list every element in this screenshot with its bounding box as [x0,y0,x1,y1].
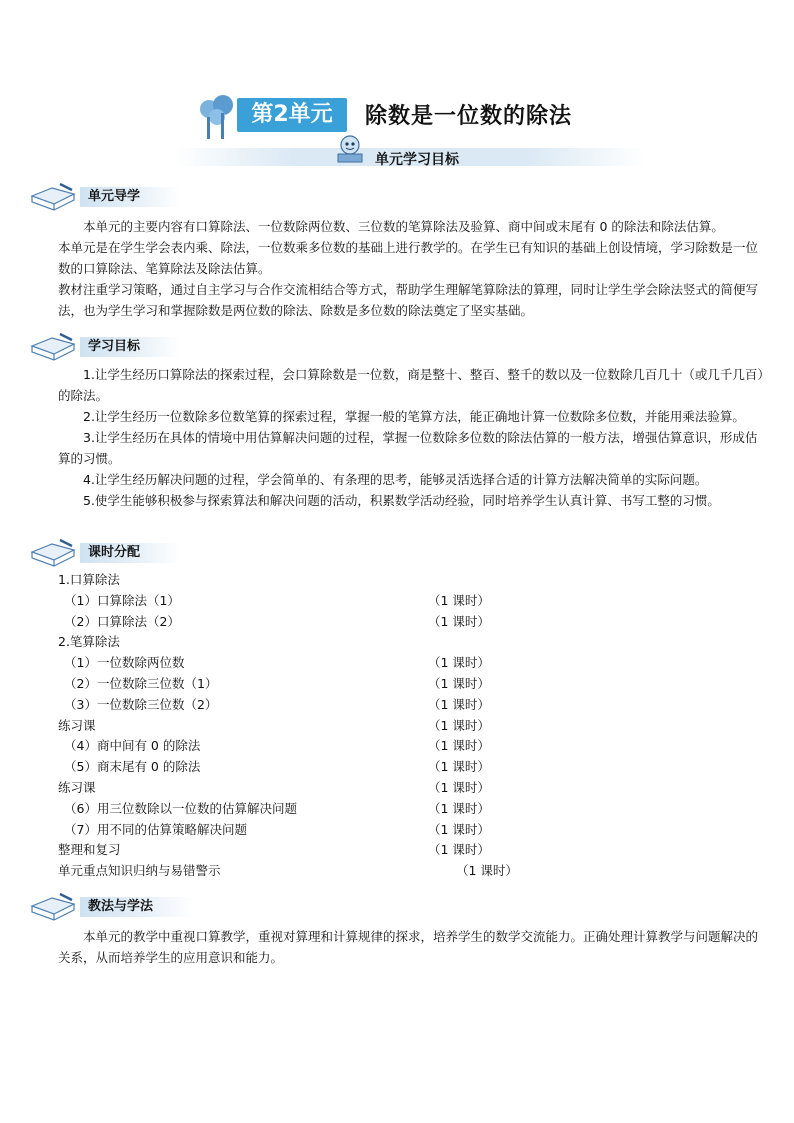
lesson-duration: （1 课时） [428,592,490,608]
lesson-duration: （1 课时） [428,821,490,837]
guide-paragraph: 本单元的主要内容有口算除法、一位数除两位数、三位数的笔算除法及验算、商中间或末尾有 0 的除法和除法估算。 [83,219,724,234]
schedule-row [58,757,758,778]
section-header-schedule [30,538,230,566]
schedule-row [58,632,758,653]
lesson-name: （1）口算除法（1） [64,592,180,608]
schedule-row [58,653,758,674]
schedule-row [58,778,758,799]
unit-number-badge: 第2单元 [237,98,347,132]
lesson-duration: （1 课时） [428,759,490,775]
schedule-row [58,861,758,882]
lesson-name: 单元重点知识归纳与易错警示 [58,863,221,879]
book-mascot-icon [335,132,365,166]
guide-text [58,216,764,321]
lesson-duration: （1 课时） [428,738,490,754]
guide-paragraph: 本单元是在学生学会表内乘、除法，一位数乘多位数的基础上进行教学的。在学生已有知识的基础上创设情境，学习除数是一位数的口算除法、笔算除法及除法估算。 [58,240,759,276]
lesson-name: （1）一位数除两位数 [64,655,185,671]
methods-text [58,926,764,968]
lesson-name: （4）商中间有 0 的除法 [64,738,201,754]
section-header-methods [30,892,230,920]
lesson-duration: （1 课时） [428,779,490,795]
lesson-duration: （1 课时） [428,800,490,816]
section-title: 单元导学 [80,187,180,207]
lesson-name: （2）一位数除三位数（1） [64,675,218,691]
lesson-name: （5）商末尾有 0 的除法 [64,759,201,775]
lesson-name: （6）用三位数除以一位数的估算解决问题 [64,800,297,816]
schedule-row [58,612,758,633]
schedule-row [58,799,758,820]
guide-paragraph: 教材注重学习策略，通过自主学习与合作交流相结合等方式，帮助学生理解笔算除法的算理，同时让学生学会除法竖式的简便写法，也为学生学习和掌握除数是两位数的除法、除数是多位数的除法奠定了坚实基础。 [58,282,759,318]
book-pen-icon [30,538,80,568]
schedule-row [58,570,758,591]
schedule-row [58,820,758,841]
goal-item: 1.让学生经历口算除法的探索过程，会口算除数是一位数，商是整十、整百、整千的数以及一位数除几百几十（或几千几百）的除法。 [58,367,764,403]
unit-title: 除数是一位数的除法 [365,104,573,129]
lesson-name: （7）用不同的估算策略解决问题 [64,821,247,837]
lesson-name: （3）一位数除三位数（2） [64,696,218,712]
book-pen-icon [30,182,80,212]
section-header-guide [30,182,230,210]
lesson-name: 练习课 [58,779,96,795]
schedule-row [58,695,758,716]
unit-goals-label: 单元学习目标 [375,152,459,168]
unit-banner [175,90,645,170]
lesson-duration: （1 课时） [428,675,490,691]
methods-paragraph: 本单元的教学中重视口算教学，重视对算理和计算规律的探求，培养学生的数学交流能力。正确处理计算教学与问题解决的关系，从而培养学生的应用意识和能力。 [58,929,759,965]
section-title: 课时分配 [80,543,180,563]
lesson-duration: （1 课时） [428,655,490,671]
lesson-duration: （1 课时） [428,696,490,712]
lesson-name: （2）口算除法（2） [64,613,180,629]
tree-icon [197,95,237,141]
goal-item: 4.让学生经历解决问题的过程，学会简单的、有条理的思考，能够灵活选择合适的计算方法解决简单的实际问题。 [83,472,708,487]
schedule-row [58,716,758,737]
schedule-row [58,591,758,612]
schedule-row [58,840,758,861]
section-title: 教法与学法 [80,897,193,917]
section-header-goals [30,332,230,360]
lesson-name: 整理和复习 [58,842,121,858]
goal-item: 2.让学生经历一位数除多位数笔算的探索过程，掌握一般的笔算方法，能正确地计算一位数除多位数，并能用乘法验算。 [83,409,745,424]
lesson-duration: （1 课时） [428,717,490,733]
goal-item: 5.使学生能够积极参与探索算法和解决问题的活动，积累数学活动经验，同时培养学生认真计算、书写工整的习惯。 [83,493,720,508]
section-title: 学习目标 [80,337,180,357]
lesson-duration: （1 课时） [428,842,490,858]
lesson-name: 2.笔算除法 [58,634,120,650]
lesson-duration: （1 课时） [428,613,490,629]
schedule-list [58,570,758,882]
lesson-duration: （1 课时） [456,863,518,879]
lesson-name: 练习课 [58,717,96,733]
goals-list [58,364,764,511]
lesson-name: 1.口算除法 [58,572,120,587]
book-pen-icon [30,892,80,922]
goal-item: 3.让学生经历在具体的情境中用估算解决问题的过程，掌握一位数除多位数的除法估算的一般方法，增强估算意识，形成估算的习惯。 [58,430,758,466]
schedule-row [58,674,758,695]
schedule-row [58,736,758,757]
book-pen-icon [30,332,80,362]
